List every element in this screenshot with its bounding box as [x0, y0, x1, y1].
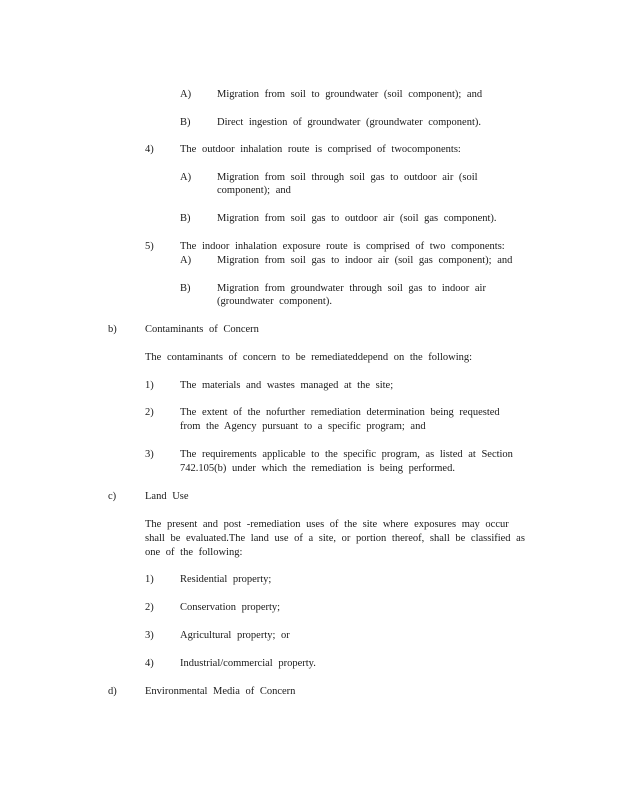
- item-label: A): [180, 89, 192, 100]
- item-label: 1): [145, 574, 154, 585]
- item-text: Industrial/commercial property.: [180, 658, 316, 669]
- section-heading: Land Use: [145, 491, 189, 502]
- intro-line2: shall be evaluated.The land use of a site, or portion thereof, shall be classified as: [145, 533, 525, 544]
- item-label: 2): [145, 602, 154, 613]
- item-text-line1: Migration from groundwater through soil gas to indoor air: [217, 283, 486, 294]
- item-text: Residential property;: [180, 574, 272, 585]
- item-label: 1): [145, 380, 154, 391]
- item-label: 2): [145, 407, 154, 418]
- section-heading: Environmental Media of Concern: [145, 686, 296, 697]
- item-text-line1: Migration from soil through soil gas to outdoor air (soil: [217, 172, 478, 183]
- paragraph-number: 5): [145, 241, 154, 252]
- section-label: b): [108, 324, 117, 335]
- section-label: d): [108, 686, 117, 697]
- item-text: Migration from soil to groundwater (soil component); and: [217, 89, 483, 100]
- section-heading: Contaminants of Concern: [145, 324, 259, 335]
- item-text: Migration from soil gas to outdoor air (soil gas component).: [217, 213, 497, 224]
- intro-line3: one of the following:: [145, 547, 243, 558]
- item-label: 4): [145, 658, 154, 669]
- item-label: 3): [145, 630, 154, 641]
- item-text-line1: The extent of the nofurther remediation determination being requested: [180, 407, 500, 418]
- paragraph-text: The outdoor inhalation route is comprised of twocomponents:: [180, 144, 461, 155]
- item-label: A): [180, 255, 192, 266]
- item-text: The materials and wastes managed at the site;: [180, 380, 394, 391]
- item-label: B): [180, 117, 191, 128]
- item-label: B): [180, 283, 191, 294]
- section-label: c): [108, 491, 117, 502]
- paragraph-number: 4): [145, 144, 154, 155]
- item-text: Conservation property;: [180, 602, 281, 613]
- item-label: 3): [145, 449, 154, 460]
- item-text-line2: component); and: [217, 185, 291, 196]
- item-text: Migration from soil gas to indoor air (soil gas component); and: [217, 255, 513, 266]
- paragraph-text: The indoor inhalation exposure route is comprised of two components:: [180, 241, 505, 252]
- item-text-line2: from the Agency pursuant to a specific program; and: [180, 421, 426, 432]
- section-b-intro: The contaminants of concern to be remediateddepend on the following:: [145, 352, 473, 363]
- item-text-line2: 742.105(b) under which the remediation is being performed.: [180, 463, 455, 474]
- item-text-line1: The requirements applicable to the specific program, as listed at Section: [180, 449, 513, 460]
- item-label: A): [180, 172, 192, 183]
- intro-line1: The present and post -remediation uses of the site where exposures may occur: [145, 519, 509, 530]
- item-label: B): [180, 213, 191, 224]
- item-text: Direct ingestion of groundwater (groundwater component).: [217, 117, 482, 128]
- item-text-line2: (groundwater component).: [217, 296, 332, 307]
- item-text: Agricultural property; or: [180, 630, 290, 641]
